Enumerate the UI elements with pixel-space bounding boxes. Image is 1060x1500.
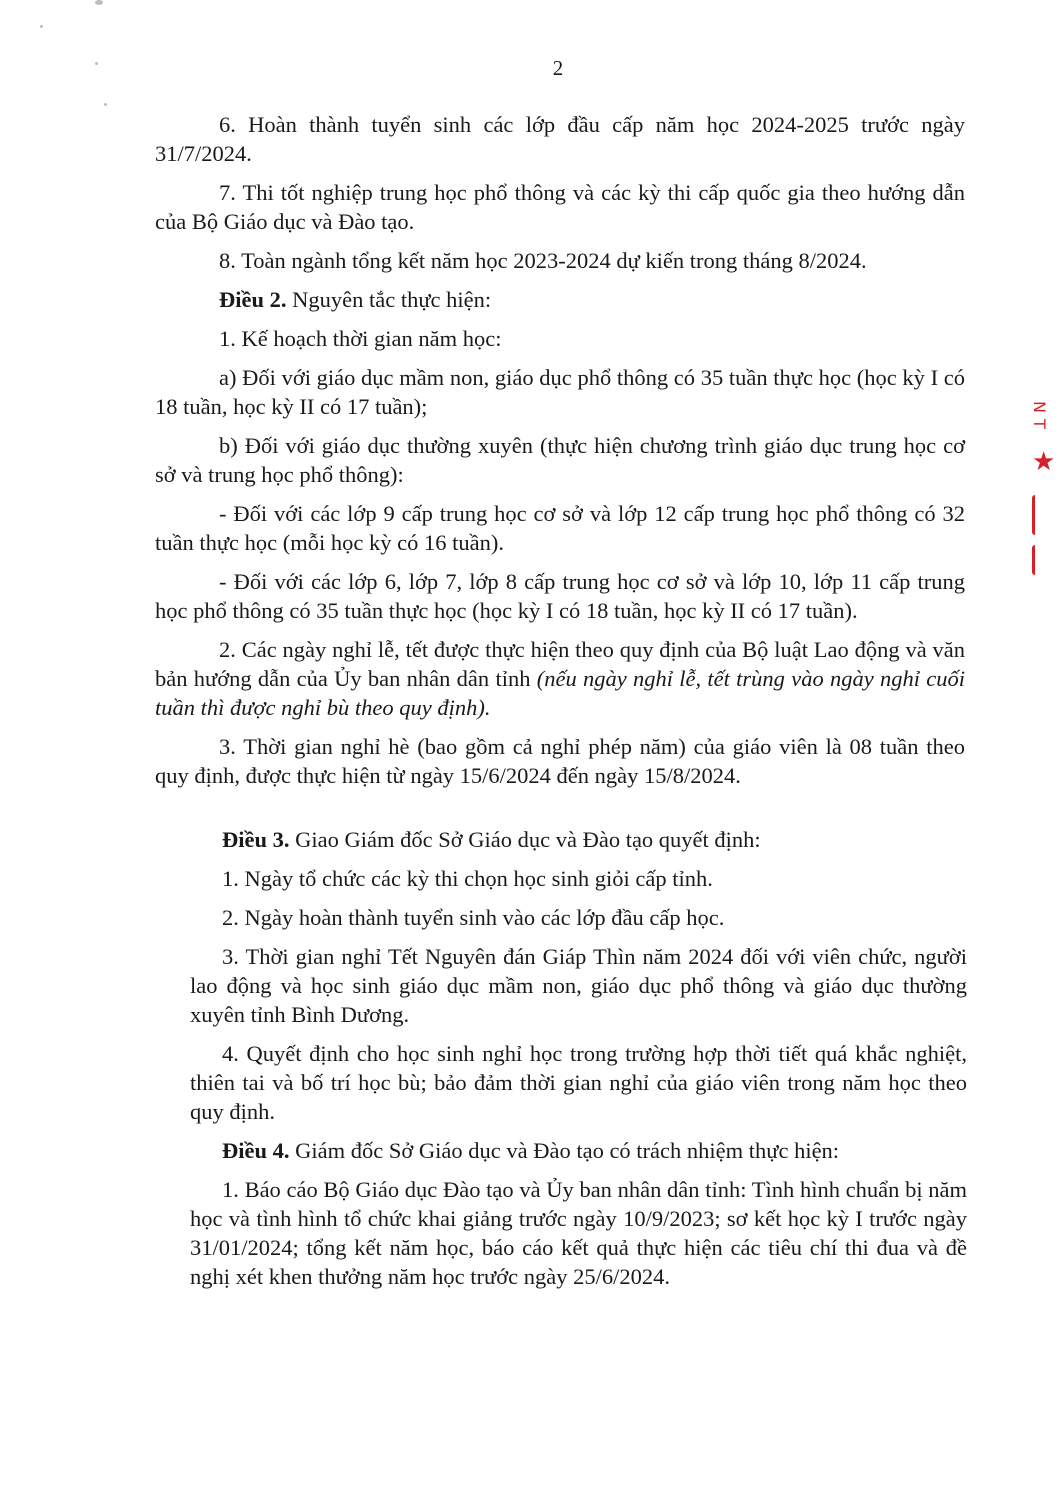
article-label: Điều 2. [219, 287, 287, 312]
paragraph-item-6: 6. Hoàn thành tuyển sinh các lớp đầu cấp năm học 2024-2025 trước ngày 31/7/2024. [155, 112, 965, 166]
scan-speck [40, 25, 43, 28]
paragraph-summer-break: 3. Thời gian nghỉ hè (bao gồm cả nghỉ phép năm) của giáo viên là 08 tuần theo quy định, được thực hiện từ ngày 15/6/2024 đến ngày 15/8/2024. [155, 734, 965, 788]
article-3-heading: Điều 3. Giao Giám đốc Sở Giáo dục và Đào tạo quyết định: [222, 827, 761, 852]
paragraph-preschool: a) Đối với giáo dục mầm non, giáo dục phổ thông có 35 tuần thực học (học kỳ I có 18 tuần, học kỳ II có 17 tuần); [155, 365, 965, 419]
seal-stamp-fragment [1026, 395, 1060, 585]
seal-arc-1 [1032, 495, 1035, 535]
italic-note: (nếu ngày nghỉ lễ, tết trùng vào ngày nghỉ cuối tuần thì được nghỉ bù theo quy định). [155, 666, 965, 720]
scan-speck [104, 103, 107, 106]
page-number: 2 [552, 56, 564, 80]
paragraph-reporting: 1. Báo cáo Bộ Giáo dục Đào tạo và Ủy ban nhân dân tỉnh: Tình hình chuẩn bị năm học và tình hình tổ chức khai giảng trước ngày 10/9/2023; sơ kết học kỳ I trước ngày 31/01/2024; tổng kết năm học, báo cáo kết quả thực hiện các tiêu chí thi đua và đề nghị xét khen thưởng năm học trước ngày 25/6/2024. [190, 1177, 967, 1289]
paragraph-weather-leave: 4. Quyết định cho học sinh nghỉ học trong trường hợp thời tiết quá khắc nghiệt, thiên tai và bố trí học bù; bảo đảm thời gian nghỉ của giáo viên trong năm học theo quy định. [190, 1041, 967, 1124]
document-body-part-2 [190, 825, 967, 1291]
article-2-heading: Điều 2. Nguyên tắc thực hiện: [219, 287, 492, 312]
paragraph-item-8: 8. Toàn ngành tổng kết năm học 2023-2024 dự kiến trong tháng 8/2024. [219, 248, 867, 273]
star-icon: ★ [1032, 447, 1056, 476]
paragraph-holidays: 2. Các ngày nghỉ lễ, tết được thực hiện theo quy định của Bộ luật Lao động và văn bản hướng dẫn của Ủy ban nhân dân tỉnh (nếu ngày nghỉ lễ, tết trùng vào ngày nghỉ cuối tuần thì được nghỉ bù theo quy định). [155, 637, 965, 720]
paragraph-tet-holiday: 3. Thời gian nghỉ Tết Nguyên đán Giáp Thìn năm 2024 đối với viên chức, người lao động và học sinh giáo dục mầm non, giáo dục phổ thông và giáo dục thường xuyên tỉnh Bình Dương. [190, 944, 967, 1027]
paragraph-continuing-ed: b) Đối với giáo dục thường xuyên (thực hiện chương trình giáo dục trung học cơ sở và trung học phổ thông): [155, 433, 965, 487]
document-body-part-1 [155, 110, 965, 790]
scan-speck [95, 62, 98, 65]
paragraph-enrollment-dates: 2. Ngày hoàn thành tuyển sinh vào các lớp đầu cấp học. [222, 905, 725, 930]
paragraph-grade-9-12: - Đối với các lớp 9 cấp trung học cơ sở và lớp 12 cấp trung học phổ thông có 32 tuần thực học (mỗi học kỳ có 16 tuần). [155, 501, 965, 555]
seal-text: NT [1030, 401, 1049, 435]
scan-speck [95, 0, 103, 5]
article-label: Điều 3. [222, 827, 290, 852]
paragraph-grade-6-11: - Đối với các lớp 6, lớp 7, lớp 8 cấp trung học cơ sở và lớp 10, lớp 11 cấp trung học phổ thông có 35 tuần thực học (học kỳ I có 18 tuần, học kỳ II có 17 tuần). [155, 569, 965, 623]
paragraph-item-7: 7. Thi tốt nghiệp trung học phổ thông và các kỳ thi cấp quốc gia theo hướng dẫn của Bộ Giáo dục và Đào tạo. [155, 180, 965, 234]
article-4-heading: Điều 4. Giám đốc Sở Giáo dục và Đào tạo có trách nhiệm thực hiện: [222, 1138, 840, 1163]
article-label: Điều 4. [222, 1138, 290, 1163]
paragraph-exam-dates: 1. Ngày tổ chức các kỳ thi chọn học sinh giỏi cấp tỉnh. [222, 866, 713, 891]
seal-arc-2 [1032, 545, 1035, 575]
paragraph-time-plan: 1. Kế hoạch thời gian năm học: [219, 326, 502, 351]
